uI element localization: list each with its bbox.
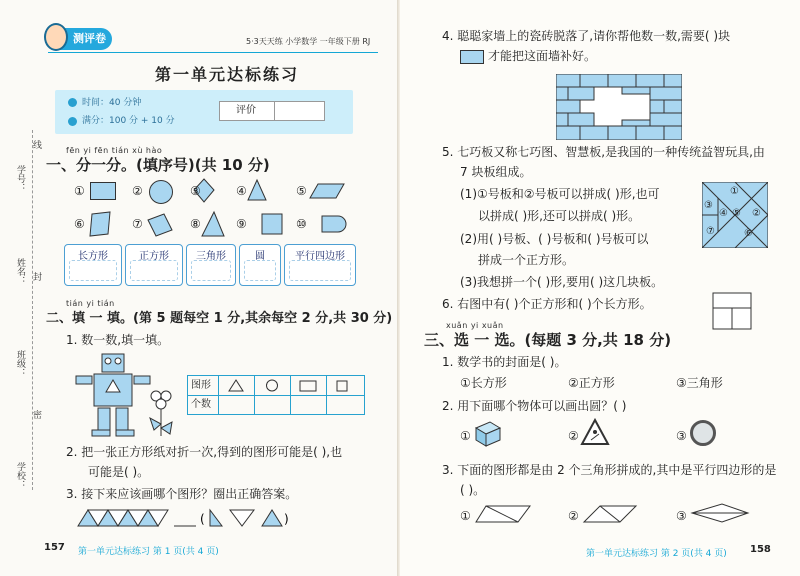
s2-option-1-num[interactable]: ① — [460, 429, 471, 443]
answer-option-1[interactable] — [210, 510, 222, 526]
flower-figure — [142, 388, 182, 442]
s3-shape-2 — [582, 504, 638, 524]
section-2-title: 二、填 一 填。(第 5 题每空 1 分,其余每空 2 分,共 30 分) — [46, 311, 393, 326]
rubik-cube-icon — [472, 418, 502, 448]
right-page — [400, 0, 800, 576]
left-footer-text: 第一单元达标练习 第 1 页(共 4 页) — [78, 547, 219, 557]
eval-label: 评价 — [236, 105, 256, 116]
category-card-rectangle[interactable] — [64, 244, 122, 286]
header-meta: 5·3天天练 小学数学 一年级下册 RJ — [246, 37, 371, 46]
time-limit: 时间：40 分钟 — [82, 98, 142, 108]
s3-option-3-num[interactable]: ③ — [676, 509, 687, 523]
question-5-1a: (1)①号板和②号板可以拼成( )形,也可 — [460, 187, 660, 201]
category-card-triangle[interactable] — [186, 244, 236, 286]
shape-num-5: ⑤ — [296, 184, 307, 198]
shape-num-7: ⑦ — [132, 217, 143, 231]
binding-line — [32, 130, 34, 490]
count-table — [187, 375, 365, 415]
question-5-line1: 5. 七巧板又称七巧图、智慧板,是我国的一种传统益智玩具,由 — [442, 145, 765, 159]
triangle-pattern — [76, 508, 376, 528]
badge-label: 测评卷 — [73, 32, 106, 45]
tangram-num-2: ② — [752, 208, 761, 219]
warning-sign-icon — [580, 418, 610, 448]
check-icon — [68, 117, 77, 126]
s3-option-2-num[interactable]: ② — [568, 509, 579, 523]
circle-shape — [149, 180, 173, 204]
square-shape — [262, 214, 282, 234]
question-1: 1. 数一数,填一填。 — [66, 333, 170, 347]
shape-num-3: ③ — [190, 184, 201, 198]
s3-shape-1 — [474, 504, 534, 524]
question-4-line2: 才能把这面墙补好。 — [488, 49, 597, 63]
sec3-pinyin: xuǎn yi xuǎn — [446, 321, 504, 330]
eval-box[interactable] — [219, 101, 325, 121]
triangle-shape-2 — [202, 212, 224, 236]
side-label-id: 学号： — [15, 165, 25, 192]
tangram-num-5: ⑤ — [732, 208, 741, 219]
left-page-number: 157 — [44, 542, 65, 553]
full-score: 满分：100 分 + 10 分 — [82, 116, 175, 126]
tile-wall — [556, 74, 682, 140]
question-6: 6. 右图中有( )个正方形和( )个长方形。 — [442, 297, 652, 311]
category-card-circle[interactable] — [239, 244, 281, 286]
row1-shapes-svg — [190, 176, 390, 206]
category-label: 圆 — [255, 251, 265, 262]
section-3-title: 三、选 一 选。(每题 3 分,共 18 分) — [424, 331, 672, 349]
test-badge — [48, 28, 112, 50]
tilted-rectangle-shape — [90, 212, 110, 236]
question-2-line2: 可能是( )。 — [88, 465, 150, 479]
eval-divider — [274, 101, 275, 121]
select-question-3-line1: 3. 下面的图形都是由 2 个三角形拼成的,其中是平行四边形的是 — [442, 463, 777, 477]
side-label-line: 线 — [31, 140, 41, 149]
category-label: 正方形 — [139, 251, 169, 262]
table-row-shape-label: 图形 — [191, 380, 211, 391]
tangram-num-4: ④ — [719, 208, 728, 219]
side-label-class: 班级： — [15, 350, 25, 377]
answer-area — [130, 260, 178, 281]
svg-text:(: ( — [200, 512, 205, 526]
question-2-line1: 2. 把一张正方形纸对折一次,得到的图形可能是( ),也 — [66, 445, 343, 459]
sec1-pinyin: fēn yi fēn tián xù hào — [66, 146, 163, 155]
table-hline — [188, 395, 364, 396]
category-card-parallelogram[interactable] — [284, 244, 356, 286]
s3-option-1-num[interactable]: ① — [460, 509, 471, 523]
header-rule — [48, 52, 378, 53]
side-label-name: 姓名： — [15, 258, 25, 285]
svg-text:): ) — [284, 512, 289, 526]
tangram-num-1: ① — [730, 186, 739, 197]
answer-area — [191, 260, 231, 281]
tangram-num-3: ③ — [704, 200, 713, 211]
category-label: 三角形 — [196, 251, 226, 262]
right-footer-text: 第一单元达标练习 第 2 页(共 4 页) — [586, 549, 727, 559]
select-question-2: 2. 用下面哪个物体可以画出圆？( ) — [442, 399, 627, 413]
tile-icon — [460, 50, 484, 64]
s2-option-2-num[interactable]: ② — [568, 429, 579, 443]
count-cell[interactable] — [219, 396, 254, 414]
right-page-number: 158 — [750, 544, 771, 555]
clock-face-icon — [690, 420, 716, 446]
answer-area — [69, 260, 117, 281]
rectangle-shape — [90, 182, 116, 200]
shape-num-9: ⑨ — [236, 217, 247, 231]
table-shape-icons — [218, 376, 364, 395]
shape-num-8: ⑧ — [190, 217, 201, 231]
s3-shape-3 — [690, 502, 750, 524]
squares-figure — [712, 292, 752, 330]
s2-option-3-num[interactable]: ③ — [676, 429, 687, 443]
tangram-num-6: ⑥ — [744, 228, 753, 239]
answer-option-2[interactable] — [230, 510, 254, 526]
s1-option-3[interactable]: ③三角形 — [676, 376, 723, 390]
question-4-line1: 4. 聪聪家墙上的瓷砖脱落了,请你帮他数一数,需要( )块 — [442, 29, 731, 43]
triangle-shape — [248, 180, 266, 200]
question-5-2b: 拼成一个正方形。 — [478, 253, 575, 267]
page-title: 第一单元达标练习 — [155, 65, 300, 84]
s1-option-1[interactable]: ①长方形 — [460, 376, 507, 390]
question-3: 3. 接下来应该画哪个图形？圈出正确答案。 — [66, 487, 298, 501]
question-5-3: (3)我想拼一个( )形,要用( )这几块板。 — [460, 275, 664, 289]
question-5-2a: (2)用( )号板、( )号板和( )号板可以 — [460, 232, 649, 246]
shape-num-4: ④ — [236, 184, 247, 198]
section-1-title: 一、分一分。(填序号)(共 10 分) — [46, 156, 270, 174]
side-label-seal: 封 — [31, 272, 41, 281]
shape-num-10: ⑩ — [296, 217, 307, 231]
answer-option-3[interactable] — [262, 510, 282, 526]
shape-num-1: ① — [74, 184, 85, 198]
select-question-3-line2: ( )。 — [460, 483, 486, 497]
side-label-secret: 密 — [31, 410, 41, 419]
rounded-shape — [322, 216, 346, 232]
tangram-labels — [702, 182, 768, 248]
shape-num-2: ② — [132, 184, 143, 198]
table-row-count-label: 个数 — [191, 399, 211, 410]
row2-shapes-svg — [84, 208, 374, 240]
mascot-icon — [44, 23, 68, 51]
shape-num-6: ⑥ — [74, 217, 85, 231]
tangram-num-7: ⑦ — [706, 226, 715, 237]
question-5-line2: 7 块板组成。 — [460, 165, 532, 179]
parallelogram-shape — [310, 184, 344, 198]
category-card-square[interactable] — [125, 244, 183, 286]
select-question-1: 1. 数学书的封面是( )。 — [442, 355, 567, 369]
s1-option-2[interactable]: ②正方形 — [568, 376, 615, 390]
answer-area — [244, 260, 276, 281]
clock-icon — [68, 98, 77, 107]
category-label: 平行四边形 — [295, 251, 345, 262]
category-label: 长方形 — [78, 251, 108, 262]
tilted-square-shape — [148, 214, 172, 236]
question-5-1b: 以拼成( )形,还可以拼成( )形。 — [478, 209, 641, 223]
answer-area — [289, 260, 351, 281]
side-label-school: 学校： — [15, 462, 25, 489]
sec2-pinyin: tián yi tián — [66, 299, 115, 308]
